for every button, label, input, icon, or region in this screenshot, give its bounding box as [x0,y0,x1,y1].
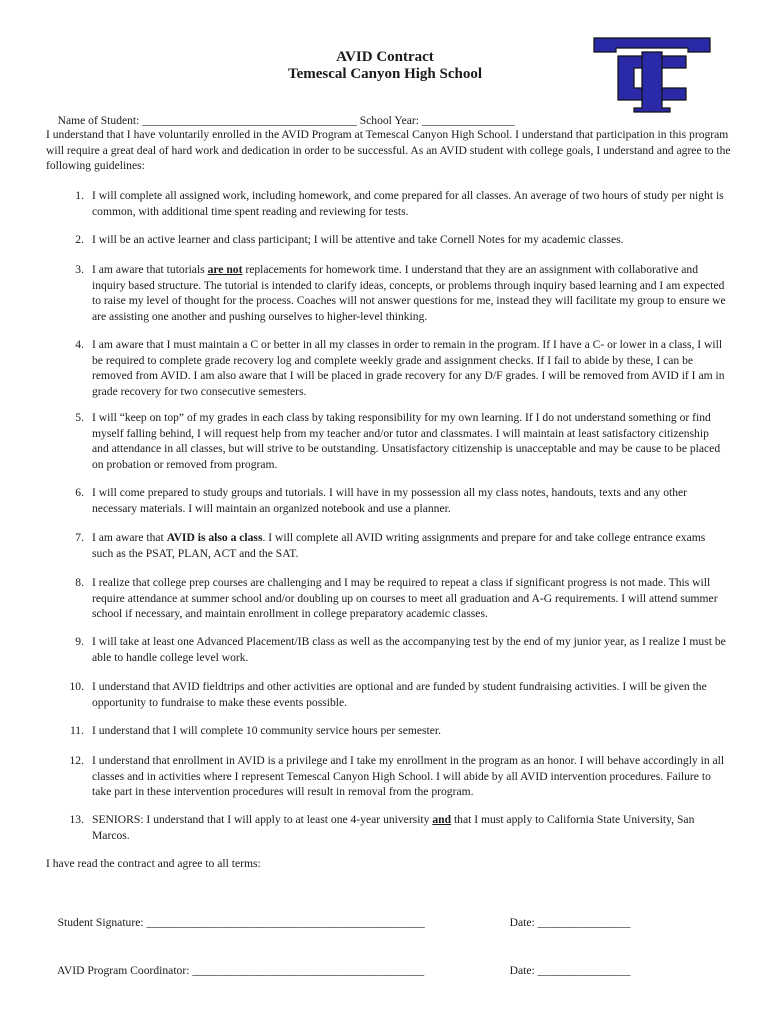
item-number: 13. [69,813,84,826]
student-signature-field[interactable] [46,903,425,942]
item-number: 8. [75,576,84,589]
student-signature-label: Student Signature: [57,916,144,929]
date-blank[interactable]: ________________ [537,916,631,929]
item-text: I will be an active learner and class participant; I will be attentive and take Cornell Notes for my academic classes. [92,233,624,246]
item-text: I understand that I will complete 10 community service hours per semester. [92,724,442,737]
item-number: 11. [69,724,84,737]
date-label: Date: [509,964,535,977]
item-text: SENIORS: I understand that I will apply to at least one 4-year university and that I must apply to California State University, San Marcos. [92,813,695,842]
item-text: I am aware that I must maintain a C or better in all my classes in order to remain in the program. If I have a C- or lower in a class, I will be required to complete grade recovery log and complete weekly grade and assignment checks. If I fail to abide by these, I can be removed from AVID. I am also aware that I will be placed in grade recovery for any D/F grades. I will be removed from AVID if I am in grade recovery for two consecutive semesters. [92,338,725,398]
item-number: 7. [75,531,84,544]
date-blank[interactable]: ________________ [537,964,631,977]
item-number: 3. [75,263,84,276]
student-name-blank[interactable]: _____________________________________ [142,114,357,127]
item-number: 6. [75,486,84,499]
student-signature-blank[interactable]: ________________________________________________ [146,916,425,929]
item-text: I will come prepared to study groups and tutorials. I will have in my possession all my class notes, handouts, texts and any other necessary materials. I will maintain an organized notebook and use a planner. [92,486,688,515]
item-number: 9. [75,635,84,648]
item-text: I am aware that AVID is also a class. I will complete all AVID writing assignments and prepare for and take college entrance exams such as the PSAT, PLAN, ACT and the SAT. [92,531,706,560]
item-text: I will complete all assigned work, including homework, and come prepared for all classes. An average of two hours of study per night is common, with additional time spent reading and reviewing for tests. [92,189,724,218]
coordinator-date-field[interactable] [498,951,630,990]
student-name-label: Name of Student: [57,114,140,127]
coordinator-blank[interactable]: ________________________________________ [192,964,425,977]
emphasis-and: and [432,813,452,826]
closing-statement: I have read the contract and agree to all terms: [46,857,261,870]
item-text: I will take at least one Advanced Placement/IB class as well as the accompanying test by the end of my junior year, as I realize I must be able to handle college level work. [92,635,726,664]
item-number: 4. [75,338,84,351]
coordinator-label: AVID Program Coordinator: [56,964,190,977]
item-text: I will “keep on top” of my grades in each class by taking responsibility for my own learning. If I do not understand something or find myself falling behind, I will request help from my teacher and/or tutor and classmates. I will maintain at least satisfactory citizenship and attendance in all classes, but will strive to be outstanding. Unsatisfactory citizenship is unacceptable and may be cause to be placed on probation or removed from program. [92,411,721,471]
item-text: I am aware that tutorials are not replacements for homework time. I understand that they are an assignment with collaborative and inquiry based structure. The tutorial is intended to clarify ideas, concepts, or problems through inquiry based learning and I am expected to raise my level of thought for the process. Coaches will not answer questions for me, instead they will facilitate my group to ensure we are assisting one another and pushing ourselves to higher-level thinking. [92,263,726,323]
item-number: 12. [69,754,84,767]
student-date-field[interactable] [498,903,630,942]
coordinator-signature-field[interactable] [46,951,424,990]
item-number: 2. [75,233,84,246]
tc-logo-icon [590,34,714,114]
intro-paragraph: I understand that I have voluntarily enrolled in the AVID Program at Temescal Canyon High School. I understand that participation in this program will require a great deal of hard work and dedication in order to be successful. As an AVID student with college goals, I understand and agree to the following guidelines: [46,128,731,172]
item-text: I understand that AVID fieldtrips and other activities are optional and are funded by student fundraising activities. I will be given the opportunity to fundraise to make these events possible. [92,680,707,709]
contract-title: AVID Contract [336,49,434,65]
school-name: Temescal Canyon High School [287,66,483,82]
emphasis-are-not: are not [207,263,243,276]
item-text: I understand that enrollment in AVID is a privilege and I take my enrollment in the program as an honor. I will behave accordingly in all classes and in activities where I represent Temescal Canyon High School. I will abide by all AVID intervention procedures. Failure to take part in these intervention procedures will result in removal from the program. [92,754,725,798]
item-number: 5. [75,411,84,424]
item-number: 1. [75,189,84,202]
item-text: I realize that college prep courses are challenging and I may be required to repeat a class if significant progress is not made. This will require attendance at summer school and/or doubling up on courses to meet all graduation and A-G requirements. I will attend summer school if necessary, and maintain enrollment in college preparatory academic classes. [92,576,718,620]
school-year-blank[interactable]: ________________ [421,114,515,127]
emphasis-avid-class: AVID is also a class [166,531,263,544]
item-number: 10. [69,680,84,693]
date-label: Date: [509,916,535,929]
school-year-label: School Year: [359,114,419,127]
